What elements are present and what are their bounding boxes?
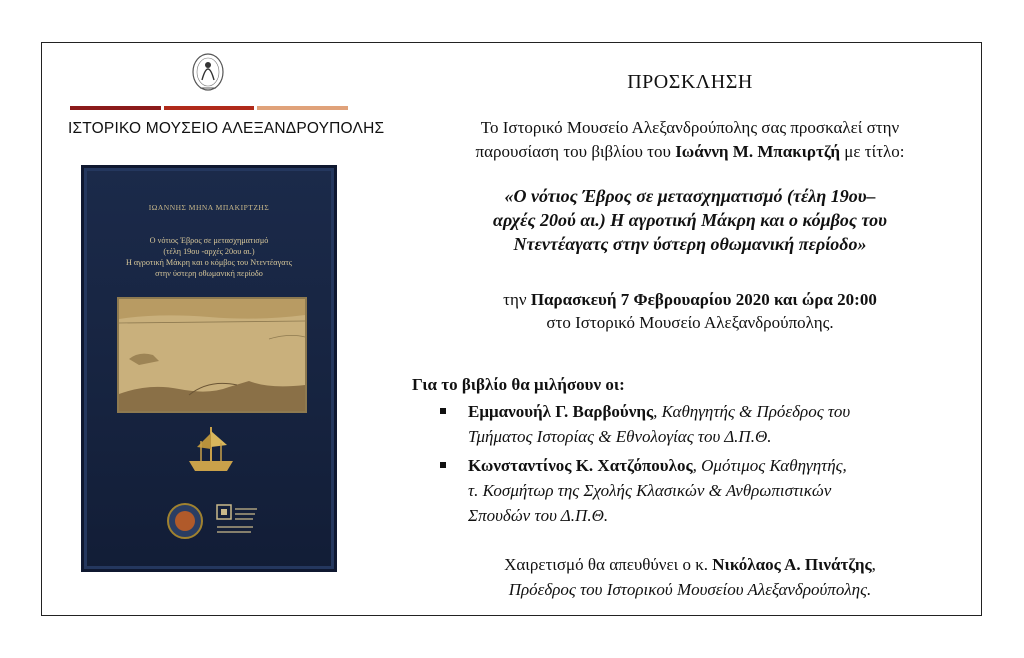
bullet-icon: [440, 408, 446, 414]
invitation-intro: Το Ιστορικό Μουσείο Αλεξανδρούπολης σας προσκαλεί στην παρουσίαση του βιβλίου του Ιωάννη Μ. Μπακιρτζή με τίτλο:: [475, 118, 905, 161]
speaker-name: Κωνσταντίνος Κ. Χατζόπουλος: [468, 456, 693, 475]
author-name: Ιωάννη Μ. Μπακιρτζή: [675, 142, 841, 161]
book-cover-title: Ο νότιος Έβρος σε μετασχηματισμό (τέλη 19ου -αρχές 20ου αι.) Η αγροτική Μάκρη και ο κόμβος του Ντεντέαγατς στην ύστερη οθωμανική περίοδο: [125, 236, 293, 278]
event-date: Παρασκευή 7 Φεβρουαρίου 2020 και ώρα 20:00: [530, 290, 877, 309]
greeting-role: Πρόεδρος του Ιστορικού Μουσείου Αλεξανδρούπολης.: [508, 580, 872, 599]
museum-logo: [58, 46, 385, 148]
book-cover-image: [81, 165, 337, 572]
publisher-logo-icon: [213, 501, 259, 543]
greeting: Χαιρετισμό θα απευθύνει ο κ. Νικόλαος Α. Πινάτζης, Πρόεδρος του Ιστορικού Μουσείου Αλεξανδρούπολης.: [504, 555, 876, 599]
list-item: Εμμανουήλ Γ. Βαρβούνης, Καθηγητής & Πρόεδρος του Τμήματος Ιστορίας & Εθνολογίας του Δ.Π.Θ.: [440, 399, 970, 449]
logo-color-bars: [70, 106, 348, 110]
event-date-venue: την Παρασκευή 7 Φεβρουαρίου 2020 και ώρα 20:00 στο Ιστορικό Μουσείο Αλεξανδρούπολης.: [395, 288, 985, 334]
event-venue: στο Ιστορικό Μουσείο Αλεξανδρούπολης.: [546, 313, 834, 332]
book-title: «Ο νότιος Έβρος σε μετασχηματισμό (τέλη 19ου– αρχές 20ού αι.) Η αγροτική Μάκρη και ο κόμβος του Ντεντέαγατς στην ύστερη οθωμανική περίοδο»: [493, 186, 887, 254]
greeting-name: Νικόλαος Α. Πινάτζης: [712, 555, 872, 574]
list-item: Κωνσταντίνος Κ. Χατζόπουλος, Ομότιμος Καθηγητής, τ. Κοσμήτωρ της Σχολής Κλασικών & Ανθρωπιστικών Σπουδών του Δ.Π.Θ.: [440, 453, 970, 528]
publisher-seal-icon: [165, 501, 205, 541]
speakers-list: [440, 399, 970, 532]
book-cover-author: ΙΩΑΝΝΗΣ ΜΗΝΑ ΜΠΑΚΙΡΤΖΗΣ: [148, 203, 270, 212]
bullet-icon: [440, 462, 446, 468]
ship-emblem-icon: [181, 421, 241, 477]
speaker-name: Εμμανουήλ Γ. Βαρβούνης: [468, 402, 654, 421]
museum-name: ΙΣΤΟΡΙΚΟ ΜΟΥΣΕΙΟ ΑΛΕΞΑΝΔΡΟΥΠΟΛΗΣ: [68, 120, 385, 137]
museum-emblem-icon: [188, 50, 228, 98]
speakers-heading: Για το βιβλίο θα μιλήσουν οι:: [412, 375, 625, 394]
book-cover-map: [117, 297, 307, 413]
invitation-heading: ΠΡΟΣΚΛΗΣΗ: [627, 71, 753, 93]
